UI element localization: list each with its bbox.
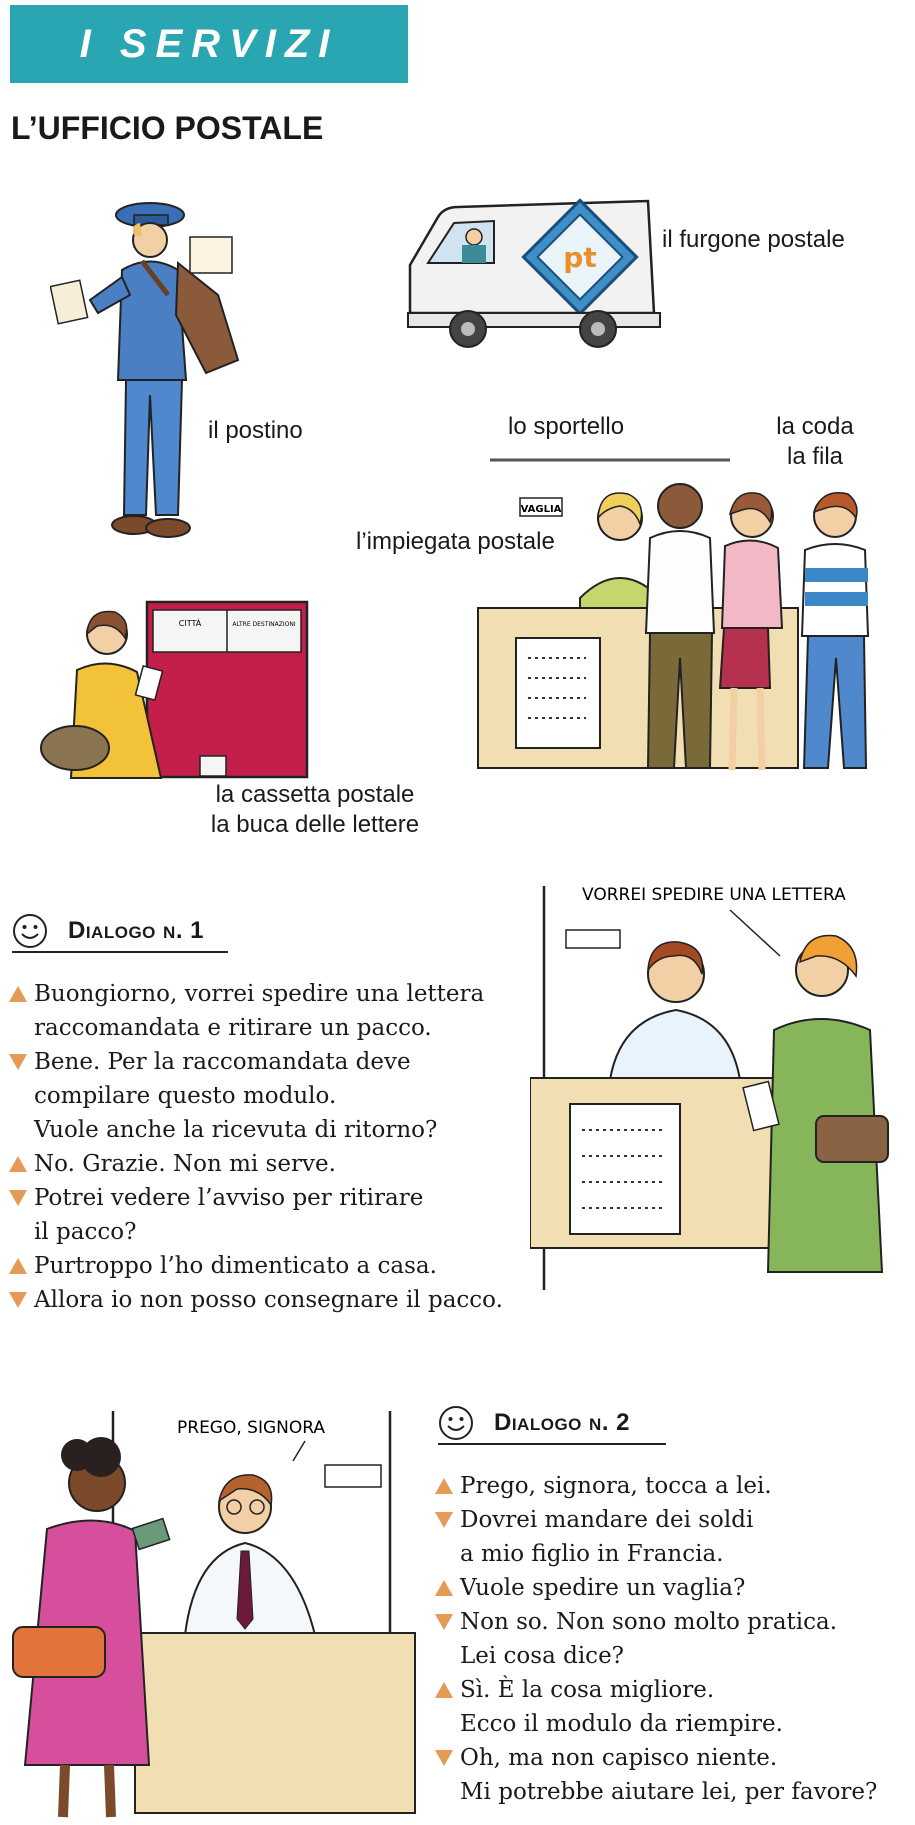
mailbox-illustration: [35, 598, 310, 803]
triangle-up-icon: [434, 1469, 460, 1503]
line-indent: [8, 1079, 34, 1113]
dialog-line-text: Ecco il modulo da riempire.: [460, 1711, 783, 1737]
dialog-line-text: No. Grazie. Non mi serve.: [34, 1151, 336, 1177]
triangle-down-icon: [434, 1605, 460, 1639]
dialogo-2-heading: [438, 1405, 666, 1445]
dialogo-1-heading: [12, 913, 228, 953]
postal-van-illustration: [398, 195, 666, 353]
dialog-line-text: Buongiorno, vorrei spedire una lettera: [34, 981, 485, 1007]
dialog-line: [8, 1283, 503, 1317]
dialog-line: [434, 1469, 877, 1503]
smiley-icon: [12, 913, 48, 949]
triangle-up-icon: [8, 1147, 34, 1181]
section-banner: I SERVIZI: [10, 5, 408, 83]
dialog-line-text: Lei cosa dice?: [460, 1643, 625, 1669]
dialog-line-text: Bene. Per la raccomandata deve: [34, 1049, 411, 1075]
dialog-line-text: Potrei vedere l’avviso per ritirare: [34, 1185, 424, 1211]
dialogo-1-text: [8, 977, 503, 1317]
dialog-line: [434, 1707, 877, 1741]
dialog-line: [434, 1639, 877, 1673]
dialog-line-text: Oh, ma non capisco niente.: [460, 1745, 778, 1771]
triangle-down-icon: [8, 1181, 34, 1215]
postman-illustration: [50, 195, 245, 565]
triangle-up-icon: [8, 1249, 34, 1283]
dialog-line-text: Allora io non posso consegnare il pacco.: [34, 1287, 503, 1313]
dialog-line: [434, 1503, 877, 1537]
label-coda-line1: la coda: [776, 413, 854, 440]
dialog-line: [8, 1045, 503, 1079]
triangle-down-icon: [8, 1045, 34, 1079]
dialog-line: [434, 1741, 877, 1775]
dialog-line: [434, 1571, 877, 1605]
triangle-up-icon: [8, 977, 34, 1011]
dialog-line: [8, 1011, 503, 1045]
dialog-line: [434, 1537, 877, 1571]
dialog-line: [8, 1215, 503, 1249]
dialog-line-text: raccomandata e ritirare un pacco.: [34, 1015, 432, 1041]
triangle-up-icon: [434, 1571, 460, 1605]
dialog-line-text: Non so. Non sono molto pratica.: [460, 1609, 838, 1635]
dialog-line-text: Sì. È la cosa migliore.: [460, 1677, 715, 1703]
dialog-line: [8, 1113, 503, 1147]
dialog-line: [8, 1181, 503, 1215]
label-cassetta-line2: la buca delle lettere: [210, 811, 420, 838]
line-indent: [8, 1215, 34, 1249]
counter-scene-1-illustration: [530, 880, 905, 1300]
label-cassetta-line1: la cassetta postale: [215, 781, 415, 808]
dialog-line: [8, 1249, 503, 1283]
label-furgone: il furgone postale: [662, 226, 845, 253]
dialog-line-text: Purtroppo l’ho dimenticato a casa.: [34, 1253, 437, 1279]
dialog-line-text: il pacco?: [34, 1219, 137, 1245]
dialog-line: [434, 1605, 877, 1639]
dialog-line: [8, 977, 503, 1011]
van-logo-text: pt: [563, 241, 597, 274]
triangle-down-icon: [434, 1503, 460, 1537]
speech-bubble-1-text: VORREI SPEDIRE UNA LETTERA: [582, 885, 846, 905]
line-indent: [8, 1011, 34, 1045]
page-title: L’UFFICIO POSTALE: [11, 110, 324, 146]
line-indent: [8, 1113, 34, 1147]
line-indent: [434, 1775, 460, 1809]
dialog-line-text: Vuole spedire un vaglia?: [460, 1575, 746, 1601]
line-indent: [434, 1707, 460, 1741]
line-indent: [434, 1537, 460, 1571]
dialog-line: [434, 1673, 877, 1707]
dialog-line: [434, 1775, 877, 1809]
label-sportello: lo sportello: [508, 413, 625, 440]
dialog-line-text: Prego, signora, tocca a lei.: [460, 1473, 772, 1499]
dialogo-2-title: Dialogo n. 2: [494, 1409, 631, 1436]
dialog-line-text: Mi potrebbe aiutare lei, per favore?: [460, 1779, 878, 1805]
dialog-line-text: a mio figlio in Francia.: [460, 1541, 724, 1567]
label-coda-line2: la fila: [786, 443, 844, 470]
line-indent: [434, 1639, 460, 1673]
triangle-down-icon: [434, 1741, 460, 1775]
mailbox-right-slot-text: ALTRE DESTINAZIONI: [232, 621, 296, 628]
triangle-up-icon: [434, 1673, 460, 1707]
dialogo-1-title: Dialogo n. 1: [68, 917, 205, 944]
smiley-icon: [438, 1405, 474, 1441]
dialog-line: [8, 1147, 503, 1181]
label-cassetta: [200, 780, 430, 840]
dialog-line-text: Vuole anche la ricevuta di ritorno?: [34, 1117, 438, 1143]
speech-bubble-2-text: PREGO, SIGNORA: [177, 1418, 325, 1438]
dialog-line: [8, 1079, 503, 1113]
vaglia-sign-text: VAGLIA: [520, 504, 562, 515]
dialog-line-text: compilare questo modulo.: [34, 1083, 337, 1109]
dialogo-2-text: [434, 1469, 877, 1809]
mailbox-left-slot-text: CITTÀ: [178, 619, 202, 628]
counter-scene-2-illustration: [5, 1405, 425, 1820]
dialog-line-text: Dovrei mandare dei soldi: [460, 1507, 754, 1533]
label-postino: il postino: [208, 417, 303, 444]
label-coda: [772, 412, 858, 472]
label-impiegata: l’impiegata postale: [356, 528, 555, 555]
triangle-down-icon: [8, 1283, 34, 1317]
post-office-queue-illustration: [470, 458, 890, 798]
